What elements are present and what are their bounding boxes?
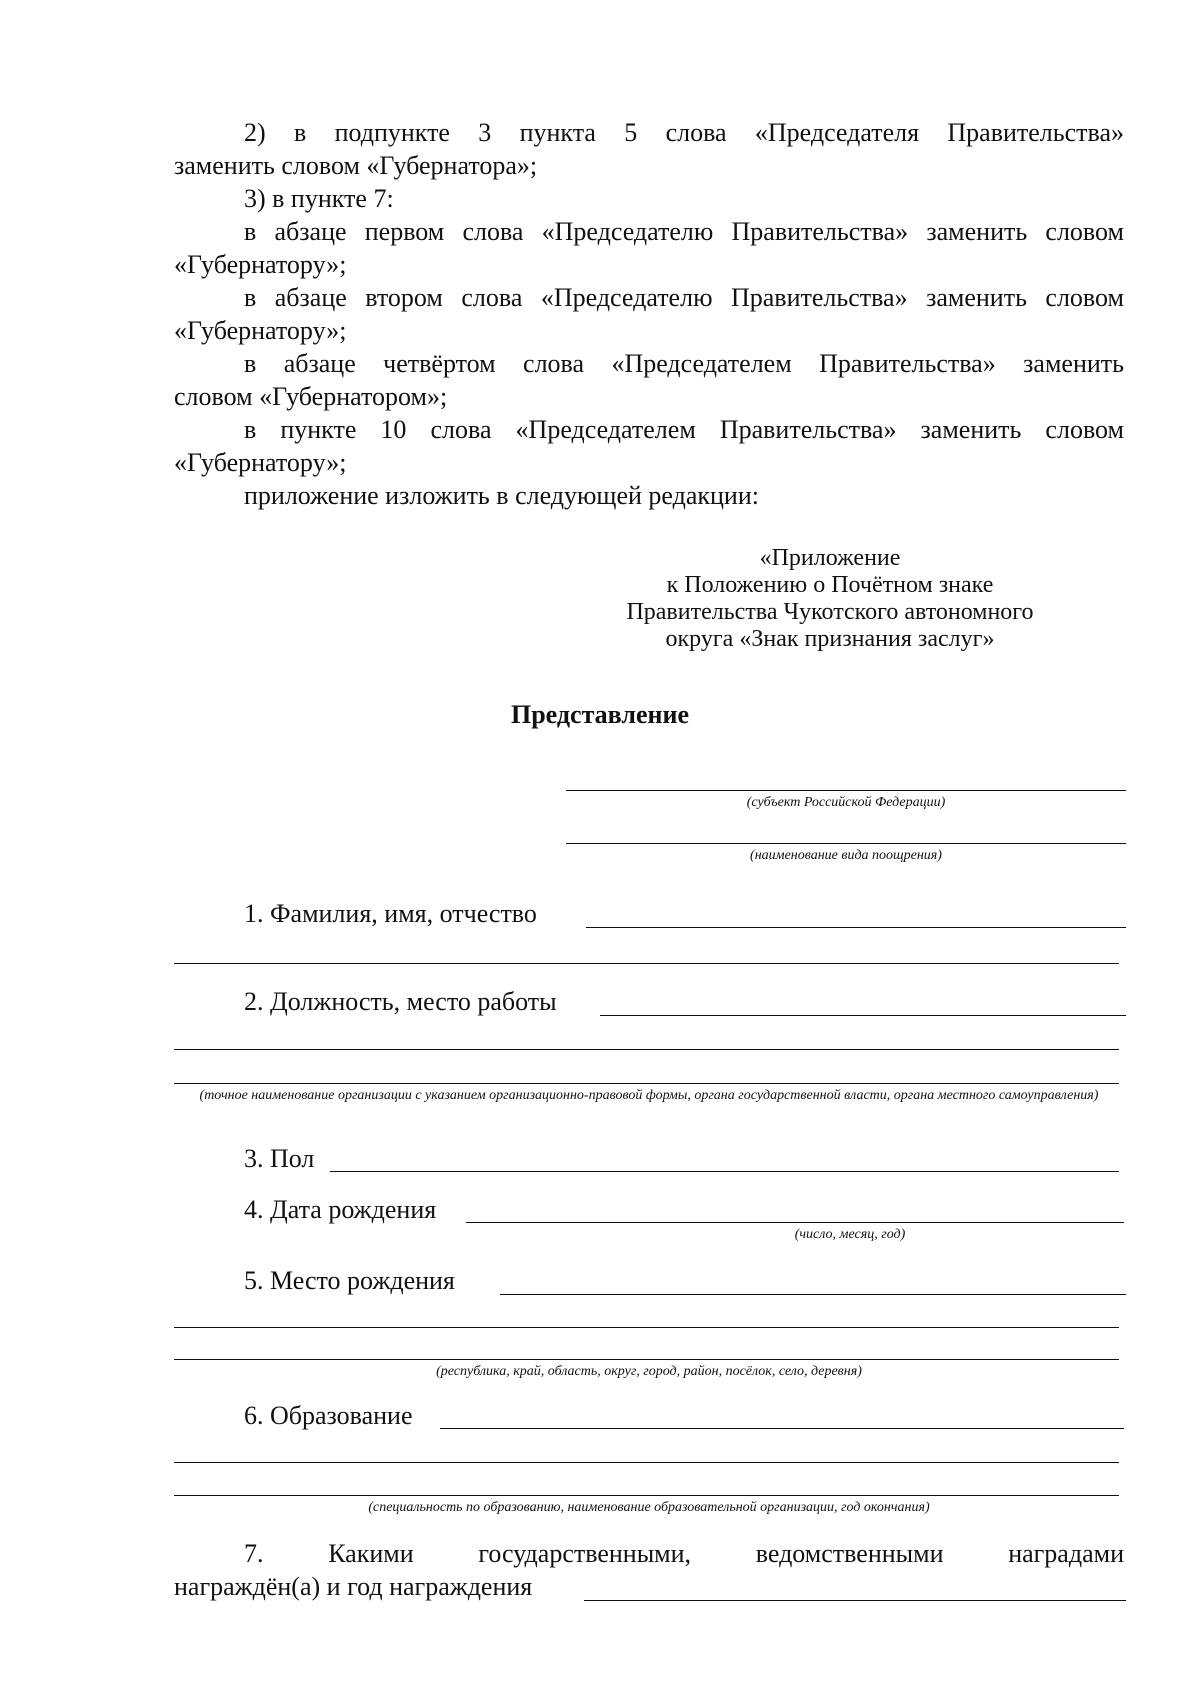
award-type-caption: (наименование вида поощрения) bbox=[750, 848, 942, 863]
field3-fill-line bbox=[330, 1171, 1119, 1172]
field5-fill-line bbox=[500, 1294, 1126, 1295]
item2-line2: заменить словом «Губернатора»; bbox=[174, 151, 538, 180]
field2-fill-line bbox=[600, 1015, 1126, 1016]
field6-label: 6. Образование bbox=[244, 1401, 413, 1430]
subject-caption: (субъект Российской Федерации) bbox=[746, 795, 946, 810]
field1-fill-line bbox=[586, 927, 1126, 928]
field7-word-5: наградами bbox=[1008, 1539, 1124, 1568]
para2-line1: в абзаце втором слова «Председателю Правительства» заменить словом bbox=[244, 283, 1124, 312]
field6-fill-line-2 bbox=[174, 1462, 1119, 1463]
field4-label: 4. Дата рождения bbox=[244, 1195, 437, 1224]
item3-heading: 3) в пункте 7: bbox=[244, 184, 394, 213]
field5-fill-line-2 bbox=[174, 1327, 1119, 1328]
field7-word-2: Какими bbox=[328, 1539, 414, 1568]
education-caption: (специальность по образованию, наименование образовательной организации, год окончания) bbox=[368, 1500, 930, 1515]
para1-line1: в абзаце первом слова «Председателю Правительства» заменить словом bbox=[244, 217, 1124, 246]
para2-line2: «Губернатору»; bbox=[174, 316, 347, 345]
annex-header-line4: округа «Знак признания заслуг» bbox=[665, 626, 995, 652]
org-caption: (точное наименование организации с указанием организационно-правовой формы, органа государственной власти, органа местного самоуправления) bbox=[199, 1088, 1099, 1103]
field7-fill-line bbox=[584, 1600, 1126, 1601]
form-title: Представление bbox=[511, 700, 689, 729]
field7-word-4: ведомственными bbox=[755, 1539, 944, 1568]
date-caption: (число, месяц, год) bbox=[794, 1227, 906, 1242]
field7-word-1: 7. bbox=[244, 1539, 264, 1568]
field7-line1 bbox=[244, 1537, 1124, 1570]
field3-label: 3. Пол bbox=[244, 1144, 315, 1173]
para4-line1: в абзаце четвёртом слова «Председателем Правительства» заменить bbox=[244, 349, 1124, 378]
point10-line1: в пункте 10 слова «Председателем Правительства» заменить словом bbox=[244, 415, 1124, 444]
point10-line2: «Губернатору»; bbox=[174, 448, 347, 477]
subject-fill-line bbox=[566, 790, 1126, 791]
field5-fill-line-3 bbox=[174, 1359, 1119, 1360]
field7-word-3: государственными, bbox=[478, 1539, 692, 1568]
field4-fill-line bbox=[466, 1222, 1124, 1223]
para4-line2: словом «Губернатором»; bbox=[174, 382, 448, 411]
annex-header-line2: к Положению о Почётном знаке bbox=[666, 572, 994, 598]
field2-fill-line-3 bbox=[174, 1083, 1119, 1084]
field2-fill-line-2 bbox=[174, 1049, 1119, 1050]
field1-label: 1. Фамилия, имя, отчество bbox=[244, 899, 537, 928]
award-type-fill-line bbox=[566, 843, 1126, 844]
item2-line1 bbox=[244, 116, 1124, 149]
field2-label: 2. Должность, место работы bbox=[244, 987, 557, 1016]
annex-header bbox=[600, 545, 1060, 653]
para1-line2: «Губернатору»; bbox=[174, 250, 347, 279]
field6-fill-line bbox=[440, 1428, 1124, 1429]
annex-intro: приложение изложить в следующей редакции: bbox=[244, 481, 759, 510]
annex-header-line3: Правительства Чукотского автономного bbox=[626, 599, 1034, 625]
item2-text: 2) в подпункте 3 пункта 5 слова «Председателя Правительства» bbox=[244, 118, 1124, 147]
field5-label: 5. Место рождения bbox=[244, 1266, 455, 1295]
field1-fill-line-2 bbox=[174, 963, 1119, 964]
field7-line2: награждён(а) и год награждения bbox=[174, 1572, 533, 1601]
place-caption: (республика, край, область, округ, город, район, посёлок, село, деревня) bbox=[436, 1364, 862, 1379]
field6-fill-line-3 bbox=[174, 1495, 1119, 1496]
annex-header-line1: «Приложение bbox=[759, 545, 901, 571]
